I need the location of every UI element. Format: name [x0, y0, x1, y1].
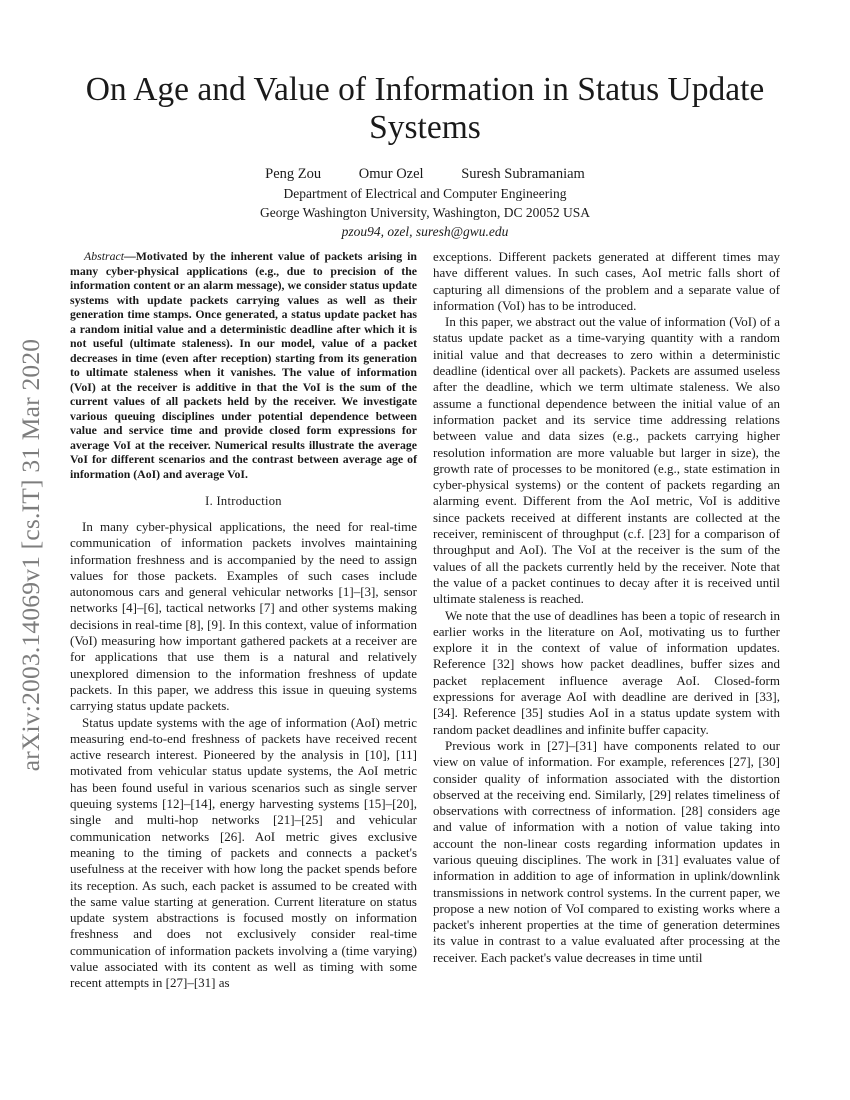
introduction-left	[70, 519, 417, 992]
body-paragraph: In this paper, we abstract out the value of information (VoI) of a status update packet as a time-varying quantity with a random initial value and that decreases to zero within a deterministic deadline (identical over all packets). Packets are assumed useless after the deadline, which we term ultimate staleness. We also assume a functional dependence between the initial value of an information packet and its service time addressing relations between value and data sizes (e.g., packets carrying higher resolution information are more valuable but larger in size), the growth rate of processes to be monitored (e.g., state estimation in cyber-physical systems) or the content of packets regarding an alarming event. Different from the AoI metric, VoI is additive since packets received at different instants are collected at the receiver, reminiscent of throughput (c.f. [23] for a comparison of throughput and AoI). The VoI at the receiver is the sum of the values of all the packets currently held by the receiver. Note that the value of a packet continues to decay after it is received until ultimate staleness is reached.	[433, 314, 780, 607]
introduction-right	[433, 249, 780, 966]
abstract	[70, 249, 417, 481]
author-name: Peng Zou	[265, 166, 322, 182]
author-name: Suresh Subramaniam	[461, 166, 585, 182]
body-paragraph: exceptions. Different packets generated at different times may have different values. In such cases, AoI metric falls short of capturing all dimensions of the problem and a separate value of information (VoI) has to be introduced.	[433, 249, 780, 313]
right-column	[433, 249, 780, 966]
abstract-text: —Motivated by the inherent value of packets arising in many cyber-physical applications (e.g., due to precision of the information content or an alarm message), we consider status update systems with update packets carrying values as well as their generation time stamps. Once generated, a status update packet has a random initial value and a deterministic deadline after which it is not useful (ultimate staleness). In our model, value of a packet decreases in time (even after reception) starting from its generation to ultimate staleness when it vanishes. The value of information (VoI) at the receiver is additive in that the VoI is the sum of the current values of all packets held by the receiver. We investigate various queuing disciplines under potential dependence between value and service time and provide closed form expressions for average VoI at the receiver. Numerical results illustrate the average VoI for different scenarios and the contrast between average age of information (AoI) and average VoI.	[70, 249, 417, 481]
body-paragraph: Previous work in [27]–[31] have components related to our view on value of information. For example, references [27], [30] consider quality of information associated with the distortion observed at the receiving end. Similarly, [29] relates timeliness of observations with correctness of information. [28] considers age and value of information with a notion of value taking into account the non-linear costs regarding information updates in various queuing disciplines. The work in [31] evaluates value of information in addition to age of information in uplink/downlink transmissions in network control systems. In the current paper, we propose a new notion of VoI compared to existing works where a packet's inherent properties at the time of generation determines its value in contrast to a value evaluated after processing at the receiver. Each packet's value decreases in time until	[433, 737, 780, 965]
abstract-paragraph	[70, 249, 417, 481]
body-paragraph: Status update systems with the age of information (AoI) metric measuring end-to-end freshness of packets have received recent active research interest. Pioneered by the analysis in [10], [11] motivated from vehicular status update systems, the AoI metric has been found useful in various scenarios such as single server queuing systems [12]–[14], energy harvesting systems [15]–[20], single and multi-hop networks [21]–[25] and vehicular communication networks [26]. AoI metric gives exclusive meaning to the timing of packets and connects a packet's usefulness at the receiver with how long the packet spends before its reception. As such, each packet is assumed to be created with the same value starting at generation. Current literature on status update system abstractions is focused mostly on information freshness and does not exclusively consider real-time communication of information packets involving a (time varying) value associated with its content as well as timing with some recent attempts in [27]–[31] as	[70, 714, 417, 991]
author-name: Omur Ozel	[358, 166, 424, 182]
author-block	[60, 165, 790, 241]
author-emails: pzou94, ozel, suresh@gwu.edu	[341, 224, 509, 239]
body-paragraph: We note that the use of deadlines has been a topic of research in earlier works in the literature on AoI, motivating us to further explore it in the context of value of information updates. Reference [32] shows how packet deadlines, buffer sizes and packet replacement influence average AoI. Closed-form expressions for average AoI with deadline are derived in [33], [34]. Reference [35] studies AoI in a status update system with random packet deadlines and infinite buffer capacity.	[433, 607, 780, 737]
body-paragraph: In many cyber-physical applications, the need for real-time communication of information packets involves maintaining information freshness and is accompanied by the need to assign values for those packets. Examples of such cases include autonomous cars and general vehicular networks [1]–[3], sensor networks [4]–[6], tactical networks [7] and other systems making decisions in real-time [8], [9]. In this context, value of information (VoI) measuring how important gathered packets at a receiver are for applications that use them is a natural and relatively unexplored dimension to the information freshness of update packets. In this paper, we address this issue in queuing systems carrying status update packets.	[70, 519, 417, 714]
left-column	[70, 249, 417, 992]
paper-title: On Age and Value of Information in Status Update Systems	[85, 71, 765, 146]
affiliation-university: George Washington University, Washington, DC 20052 USA	[260, 205, 590, 220]
author-names	[60, 165, 790, 184]
arxiv-side-stamp	[14, 270, 48, 840]
abstract-label: Abstract	[84, 249, 124, 263]
section-heading-introduction: I. Introduction	[205, 494, 282, 508]
affiliation-department: Department of Electrical and Computer Engineering	[283, 186, 567, 201]
arxiv-identifier: arXiv:2003.14069v1 [cs.IT] 31 Mar 2020	[16, 338, 45, 772]
